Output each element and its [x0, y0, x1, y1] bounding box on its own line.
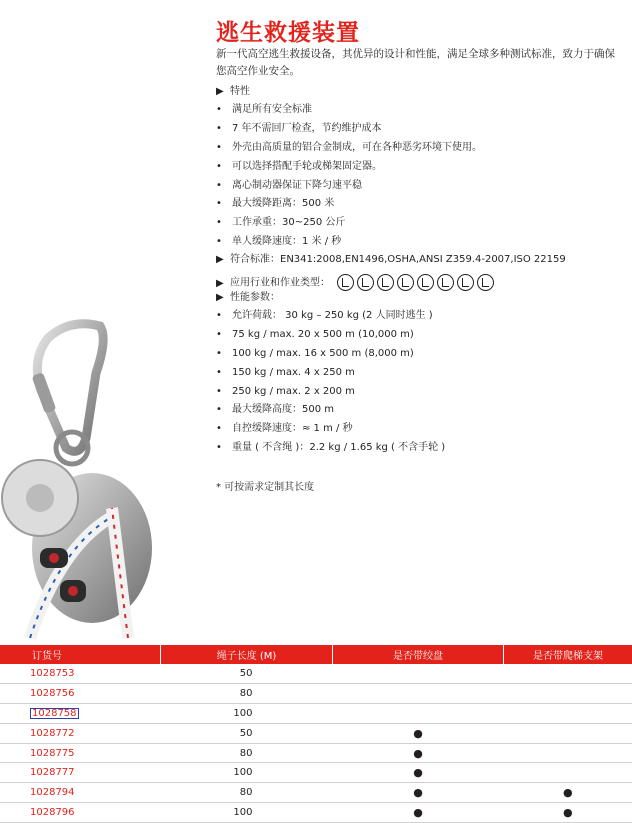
col-winch: 是否带绞盘: [333, 645, 504, 664]
winch-mark: ●: [333, 743, 504, 763]
tank-icon: [397, 274, 414, 291]
list-item: • 最大缓降距离：500 米: [216, 198, 335, 209]
performance-heading: ▶ 性能参数：: [216, 292, 280, 303]
product-table: [0, 645, 632, 823]
intro-text: 新一代高空逃生救援设备，其优异的设计和性能，满足全球多种测试标准，致力于确保您高空作业安全。: [216, 48, 615, 77]
order-number: 1028794: [0, 783, 161, 803]
selected-order-number[interactable]: 1028758: [32, 707, 77, 719]
ladder-mark: [504, 723, 632, 743]
rope-length: 80: [161, 683, 333, 703]
table-row: [0, 743, 632, 763]
order-number: 1028775: [0, 743, 161, 763]
rescue-icon: [357, 274, 374, 291]
rope-length: 100: [161, 703, 333, 723]
ladder-mark: [504, 743, 632, 763]
list-item: • 100 kg / max. 16 x 500 m (8,000 m): [216, 348, 414, 359]
ladder-mark: ●: [504, 783, 632, 803]
col-rope-length: 绳子长度 (M): [161, 645, 333, 664]
winch-mark: [333, 683, 504, 703]
winch-mark: [333, 664, 504, 683]
table-row: [0, 703, 632, 723]
order-number: 1028772: [0, 723, 161, 743]
industry-icon-row: [337, 274, 494, 291]
table-row: [0, 664, 632, 683]
list-item: • 自控缓降速度：≈ 1 m / 秒: [216, 423, 353, 434]
order-number: 1028753: [0, 664, 161, 683]
col-ladder-bracket: 是否带爬梯支架: [504, 645, 632, 664]
winch-mark: ●: [333, 783, 504, 803]
table-row: [0, 723, 632, 743]
rope-length: 50: [161, 664, 333, 683]
list-item: • 75 kg / max. 20 x 500 m (10,000 m): [216, 329, 414, 340]
list-item: • 允许荷载： 30 kg – 250 kg (2 人同时逃生 ): [216, 310, 433, 321]
winch-mark: ●: [333, 803, 504, 823]
list-item: • 可以选择搭配手轮或梯架固定器。: [216, 161, 382, 172]
winch-mark: [333, 703, 504, 723]
wind-turbine-icon: [437, 274, 454, 291]
table-row: [0, 763, 632, 783]
order-number: 1028796: [0, 803, 161, 823]
list-item: • 单人缓降速度：1 米 / 秒: [216, 236, 342, 247]
ladder-mark: ●: [504, 803, 632, 823]
ladder-mark: [504, 683, 632, 703]
table-row: [0, 803, 632, 823]
table-row: [0, 783, 632, 803]
list-item: • 离心制动器保证下降匀速平稳: [216, 180, 362, 191]
rope-length: 80: [161, 743, 333, 763]
rope-length: 50: [161, 723, 333, 743]
ladder-mark: [504, 763, 632, 783]
rescue-device-photo: [0, 318, 160, 643]
industries: ▶ 应用行业和作业类型：: [216, 274, 494, 291]
rope-length: 80: [161, 783, 333, 803]
rope-length: 100: [161, 763, 333, 783]
order-number: 1028777: [0, 763, 161, 783]
tower-icon: [377, 274, 394, 291]
crane-icon: [477, 274, 494, 291]
ladder-mark: [504, 664, 632, 683]
list-item: • 外壳由高质量的铝合金制成，可在各种恶劣环境下使用。: [216, 142, 482, 153]
standards: ▶ 符合标准：EN341:2008,EN1496,OSHA,ANSI Z359.4-2007,ISO 22159: [216, 254, 566, 265]
list-item: • 250 kg / max. 2 x 200 m: [216, 386, 355, 397]
order-number: 1028756: [0, 683, 161, 703]
list-item: • 满足所有安全标准: [216, 104, 312, 115]
oil-rig-icon: [417, 274, 434, 291]
table-header-row: [0, 645, 632, 664]
rope-length: 100: [161, 803, 333, 823]
list-item: • 重量 ( 不含绳 )：2.2 kg / 1.65 kg ( 不含手轮 ): [216, 442, 446, 453]
list-item: • 7 年不需回厂检查，节约维护成本: [216, 123, 382, 134]
footnote: * 可按需求定制其长度: [216, 482, 315, 493]
winch-mark: ●: [333, 723, 504, 743]
table-row: [0, 683, 632, 703]
list-item: • 工作承重：30~250 公斤: [216, 217, 346, 228]
col-order-number: 订货号: [0, 645, 161, 664]
order-number: [0, 703, 161, 723]
features-heading: ▶ 特性: [216, 86, 250, 97]
winch-mark: ●: [333, 763, 504, 783]
list-item: • 150 kg / max. 4 x 250 m: [216, 367, 355, 378]
industry-icon: [457, 274, 474, 291]
page-title: 逃生救援装置: [216, 20, 360, 46]
confined-space-icon: [337, 274, 354, 291]
ladder-mark: [504, 703, 632, 723]
list-item: • 最大缓降高度：500 m: [216, 404, 335, 415]
